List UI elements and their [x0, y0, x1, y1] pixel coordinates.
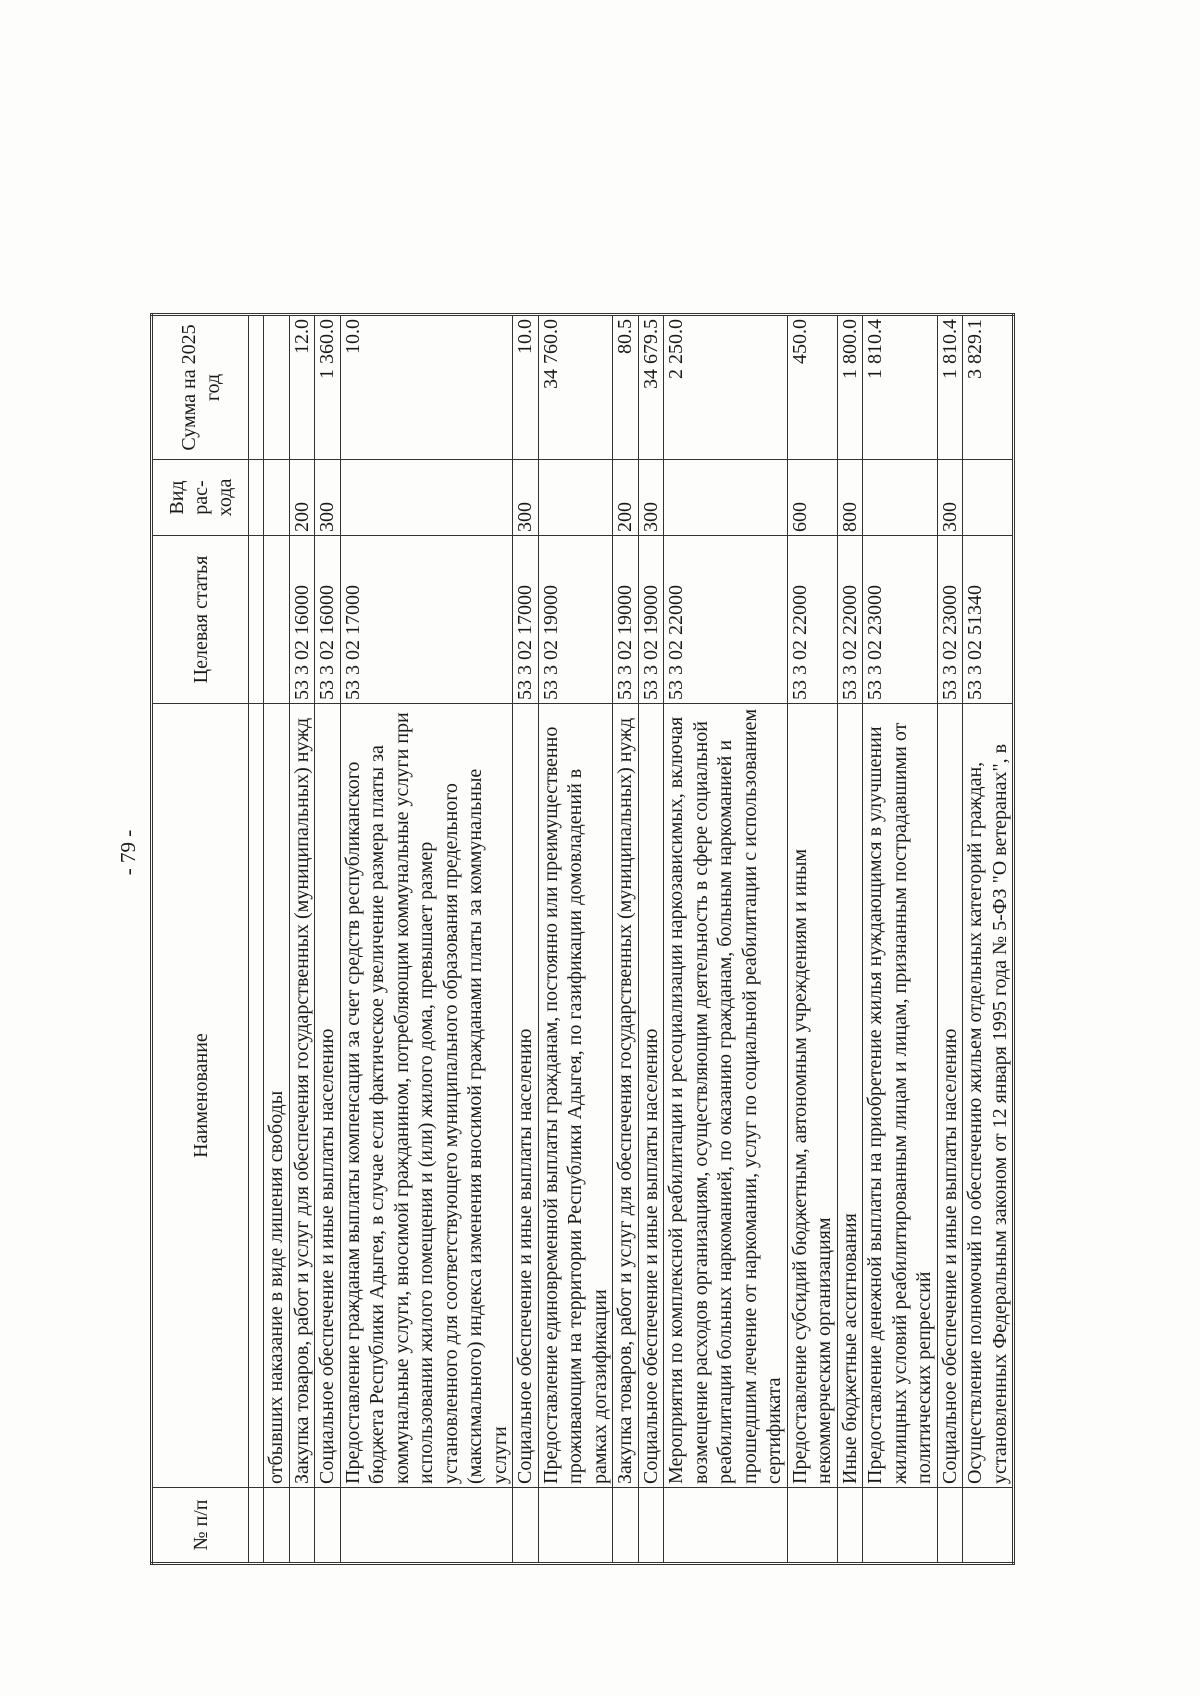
- cell-num: [513, 1488, 539, 1564]
- cell-sum: 1 810.4: [937, 315, 963, 460]
- spacer-cell: [249, 1488, 264, 1564]
- cell-sum: 2 250.0: [664, 315, 788, 460]
- cell-num: [638, 1488, 664, 1564]
- cell-name: Предоставление денежной выплаты на приобретение жилья нуждающимся в улучшении жилищных условий реабилитированным лицам и лицам, признанным пострадавшими от политических репрессий: [863, 704, 938, 1488]
- cell-num: [863, 1488, 938, 1564]
- cell-num: [837, 1488, 863, 1564]
- table-header-row: [152, 315, 249, 1564]
- cell-code: 53 3 02 22000: [787, 536, 837, 704]
- rotated-content: [110, 140, 1060, 1565]
- cell-code: 53 3 02 16000: [315, 536, 341, 704]
- cell-sum: 10.0: [513, 315, 539, 460]
- cell-code: 53 3 02 16000: [289, 536, 315, 704]
- cell-code: 53 3 02 23000: [863, 536, 938, 704]
- cell-name: Осуществление полномочий по обеспечению жильем отдельных категорий граждан, установленных Федеральным законом от 12 января 1995 года № 5-ФЗ "О ветеранах", в: [963, 704, 1014, 1488]
- cell-name: Предоставление гражданам выплаты компенсации за счет средств республиканского бюджета Республики Адыгея, в случае если фактическое увеличение размера платы за коммунальные услуги, вносимой гражданином, потребляющим коммунальные услуги при использовании жилого помещения и (или) жилого дома, превышает размер установленного для соответствующего муниципального образования предельного (максимального) индекса изменения вносимой гражданами платы за коммунальные услуги: [340, 704, 513, 1488]
- table-row: [937, 315, 963, 1564]
- cell-vid: 300: [638, 460, 664, 536]
- budget-table: [150, 313, 1015, 1565]
- cell-vid: 600: [787, 460, 837, 536]
- cell-sum: 80.5: [613, 315, 639, 460]
- cell-vid: [538, 460, 613, 536]
- spacer-cell: [249, 460, 264, 536]
- cell-code: 53 3 02 22000: [664, 536, 788, 704]
- table-row: [538, 315, 613, 1564]
- cell-vid: 800: [837, 460, 863, 536]
- cell-num: [787, 1488, 837, 1564]
- cell-name: Предоставление субсидий бюджетным, автономным учреждениям и иным некоммерческим организациям: [787, 704, 837, 1488]
- table-row: [264, 315, 290, 1564]
- spacer-cell: [249, 315, 264, 460]
- cell-num: [538, 1488, 613, 1564]
- page-number: - 79 -: [116, 829, 140, 876]
- table-row: [837, 315, 863, 1564]
- cell-name: Закупка товаров, работ и услуг для обеспечения государственных (муниципальных) нужд: [289, 704, 315, 1488]
- cell-num: [613, 1488, 639, 1564]
- cell-vid: [963, 460, 1014, 536]
- table-row: [340, 315, 513, 1564]
- cell-name: Предоставление единовременной выплаты гражданам, постоянно или преимущественно проживающим на территории Республики Адыгея, по газификации домовладений в рамках догазификации: [538, 704, 613, 1488]
- cell-num: [963, 1488, 1014, 1564]
- cell-sum: 10.0: [340, 315, 513, 460]
- cell-name: Иные бюджетные ассигнования: [837, 704, 863, 1488]
- cell-vid: 200: [613, 460, 639, 536]
- cell-vid: [264, 460, 290, 536]
- cell-sum: 1 800.0: [837, 315, 863, 460]
- cell-sum: 450.0: [787, 315, 837, 460]
- cell-code: 53 3 02 22000: [837, 536, 863, 704]
- cell-sum: 1 810.4: [863, 315, 938, 460]
- table-row: [787, 315, 837, 1564]
- cell-vid: [340, 460, 513, 536]
- cell-sum: 3 829.1: [963, 315, 1014, 460]
- table-row: [613, 315, 639, 1564]
- cell-vid: [664, 460, 788, 536]
- table-row: [638, 315, 664, 1564]
- header-num: № п/п: [152, 1488, 249, 1564]
- cell-vid: 300: [513, 460, 539, 536]
- cell-code: 53 3 02 19000: [613, 536, 639, 704]
- table-row: [963, 315, 1014, 1564]
- cell-name: Закупка товаров, работ и услуг для обеспечения государственных (муниципальных) нужд: [613, 704, 639, 1488]
- cell-vid: 300: [937, 460, 963, 536]
- cell-code: 53 3 02 51340: [963, 536, 1014, 704]
- cell-code: 53 3 02 19000: [538, 536, 613, 704]
- header-sum: Сумма на 2025 год: [152, 315, 249, 460]
- cell-code: 53 3 02 19000: [638, 536, 664, 704]
- cell-sum: 34 679.5: [638, 315, 664, 460]
- table-row: [863, 315, 938, 1564]
- table-row: [513, 315, 539, 1564]
- header-code: Целевая статья: [152, 536, 249, 704]
- header-spacer-row: [249, 315, 264, 1564]
- table-row: [664, 315, 788, 1564]
- cell-sum: 12.0: [289, 315, 315, 460]
- cell-num: [340, 1488, 513, 1564]
- cell-name: Мероприятия по комплексной реабилитации и ресоциализации наркозависимых, включая возмещение расходов организациям, осуществляющим деятельность в сфере социальной реабилитации больных наркоманией, по оказанию гражданам, больным наркоманией и прошедшим лечение от наркомании, услуг по социальной реабилитации с использованием сертификата: [664, 704, 788, 1488]
- cell-name: Социальное обеспечение и иные выплаты населению: [638, 704, 664, 1488]
- cell-code: 53 3 02 17000: [340, 536, 513, 704]
- cell-code: [264, 536, 290, 704]
- cell-name: Социальное обеспечение и иные выплаты населению: [513, 704, 539, 1488]
- cell-vid: 200: [289, 460, 315, 536]
- cell-num: [937, 1488, 963, 1564]
- table-row: [315, 315, 341, 1564]
- table-row: [289, 315, 315, 1564]
- header-vid: Вид рас- хода: [152, 460, 249, 536]
- cell-sum: [264, 315, 290, 460]
- cell-num: [264, 1488, 290, 1564]
- table-body: [264, 315, 1014, 1564]
- header-name: Наименование: [152, 704, 249, 1488]
- cell-sum: 1 360.0: [315, 315, 341, 460]
- cell-vid: 300: [315, 460, 341, 536]
- cell-name: Социальное обеспечение и иные выплаты населению: [937, 704, 963, 1488]
- cell-vid: [863, 460, 938, 536]
- cell-code: 53 3 02 17000: [513, 536, 539, 704]
- cell-sum: 34 760.0: [538, 315, 613, 460]
- cell-num: [289, 1488, 315, 1564]
- spacer-cell: [249, 704, 264, 1488]
- cell-code: 53 3 02 23000: [937, 536, 963, 704]
- cell-name: отбывших наказание в виде лишения свободы: [264, 704, 290, 1488]
- cell-name: Социальное обеспечение и иные выплаты населению: [315, 704, 341, 1488]
- cell-num: [315, 1488, 341, 1564]
- spacer-cell: [249, 536, 264, 704]
- cell-num: [664, 1488, 788, 1564]
